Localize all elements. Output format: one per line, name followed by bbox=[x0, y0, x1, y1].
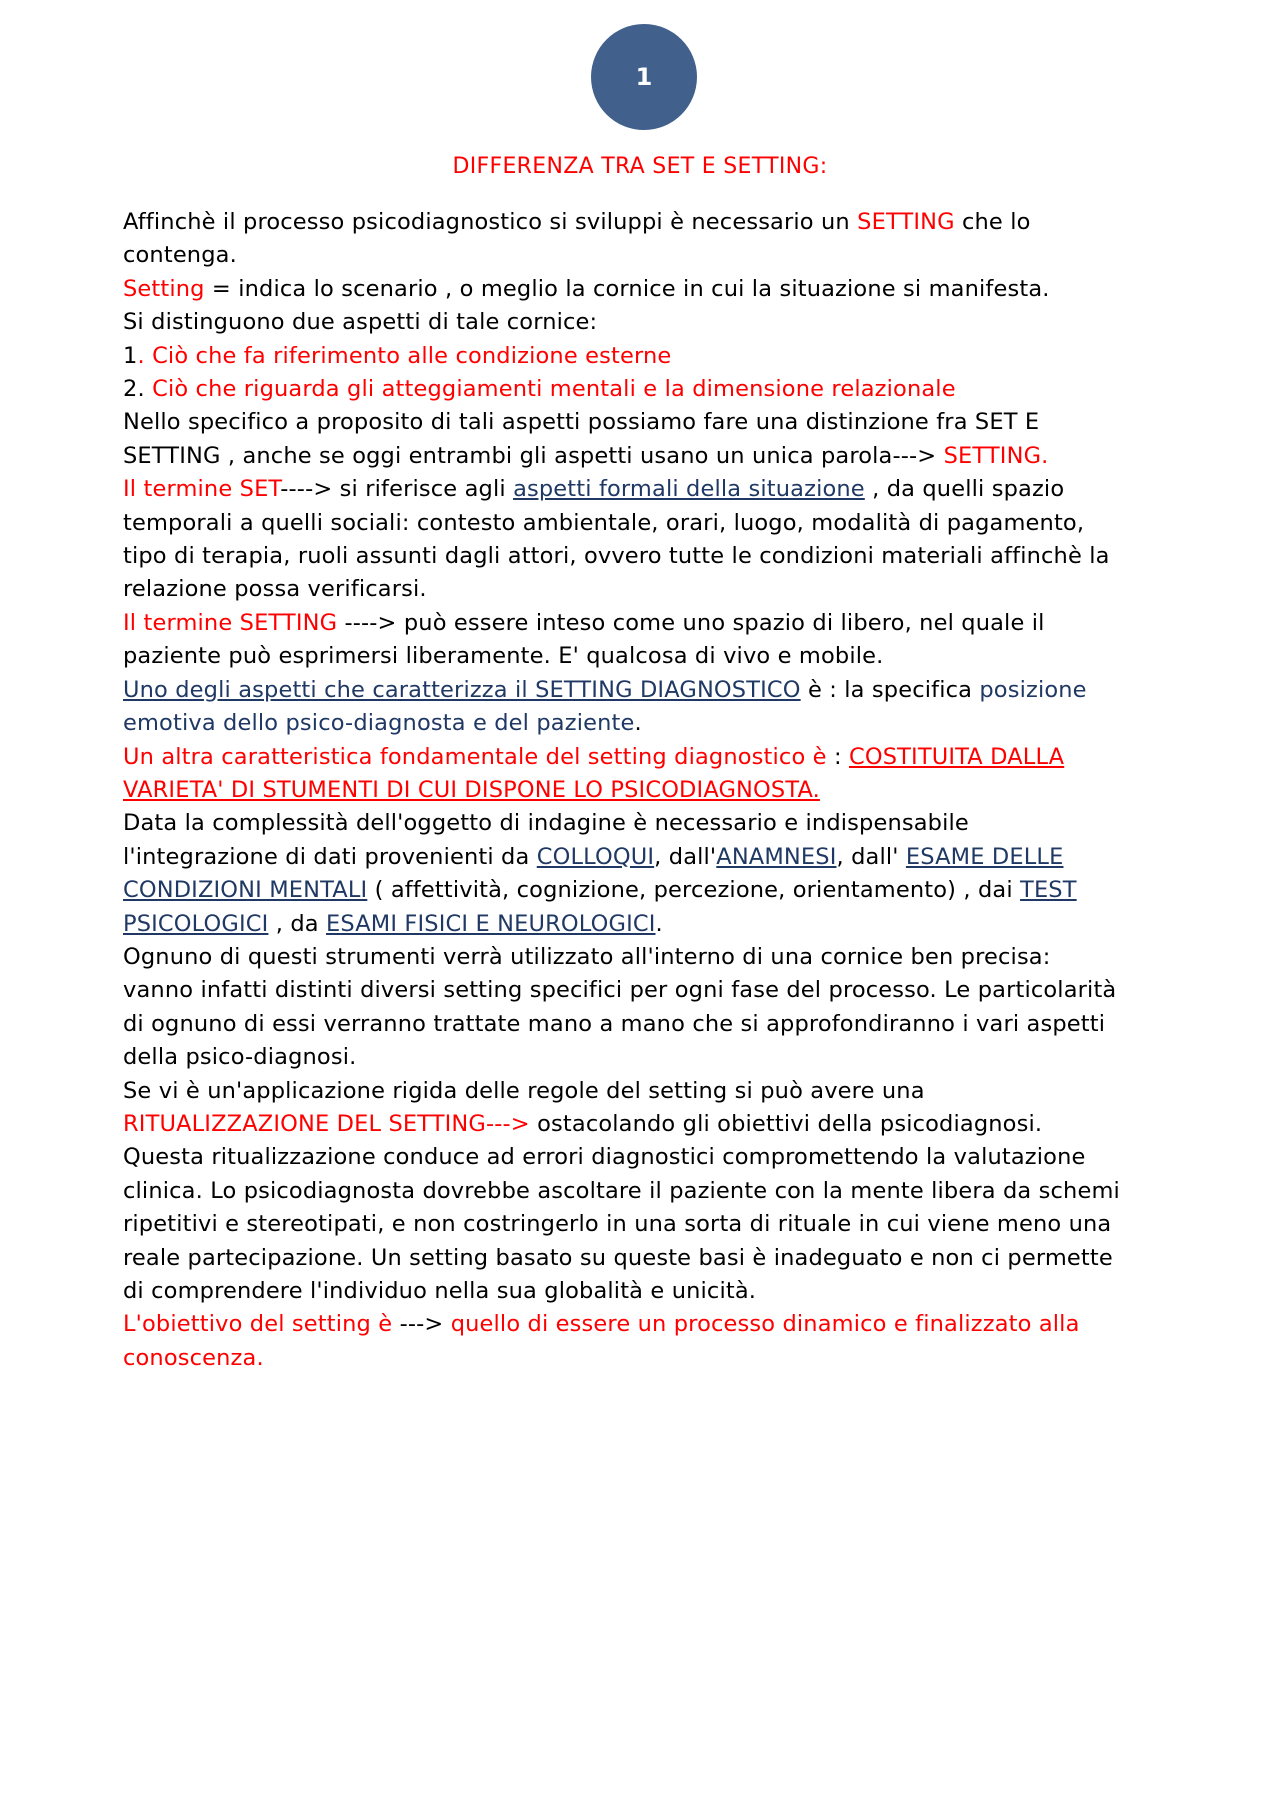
link-costituita[interactable]: COSTITUITA DALLA bbox=[849, 743, 1065, 770]
text-line: Nello specifico a proposito di tali aspetti possiamo fare una distinzione fra SET E bbox=[123, 409, 1040, 436]
text-line: emotiva dello psico-diagnosta e del paziente. bbox=[123, 710, 642, 737]
text-line: della psico-diagnosi. bbox=[123, 1044, 357, 1071]
text-line: Il termine SETTING ----> può essere inteso come uno spazio di libero, nel quale il bbox=[123, 609, 1045, 636]
text-line: Data la complessità dell'oggetto di indagine è necessario e indispensabile bbox=[123, 810, 969, 837]
document-body bbox=[123, 206, 1173, 1375]
link-varieta-strumenti[interactable]: VARIETA' DI STUMENTI DI CUI DISPONE LO PSICODIAGNOSTA. bbox=[123, 776, 820, 803]
text-line: CONDIZIONI MENTALI ( affettività, cognizione, percezione, orientamento) , dai TEST bbox=[123, 877, 1077, 904]
text-line: SETTING , anche se oggi entrambi gli aspetti usano un unica parola---> SETTING. bbox=[123, 442, 1049, 469]
text-line: tipo di terapia, ruoli assunti dagli attori, ovvero tutte le condizioni materiali affinchè la bbox=[123, 543, 1110, 570]
link-aspetti-formali[interactable]: aspetti formali della situazione bbox=[513, 476, 865, 503]
text-line: RITUALIZZAZIONE DEL SETTING---> ostacolando gli obiettivi della psicodiagnosi. bbox=[123, 1110, 1043, 1137]
text-line: Un altra caratteristica fondamentale del setting diagnostico è : COSTITUITA DALLA bbox=[123, 743, 1065, 770]
text-line: contenga. bbox=[123, 242, 237, 269]
text-line: temporali a quelli sociali: contesto ambientale, orari, luogo, modalità di pagamento, bbox=[123, 509, 1085, 536]
text-line: l'integrazione di dati provenienti da COLLOQUI, dall'ANAMNESI, dall' ESAME DELLE bbox=[123, 843, 1064, 870]
page-number-badge: 1 bbox=[591, 24, 697, 130]
text-line: Si distinguono due aspetti di tale cornice: bbox=[123, 309, 598, 336]
text-line: di ognuno di essi verranno trattate mano a mano che si approfondiranno i vari aspetti bbox=[123, 1010, 1106, 1037]
link-colloqui[interactable]: COLLOQUI bbox=[536, 843, 655, 870]
list-item: 2. Ciò che riguarda gli atteggiamenti mentali e la dimensione relazionale bbox=[123, 376, 956, 403]
link-psicologici[interactable]: PSICOLOGICI bbox=[123, 910, 269, 937]
text-line: Questa ritualizzazione conduce ad errori diagnostici compromettendo la valutazione bbox=[123, 1144, 1086, 1171]
text-line: L'obiettivo del setting è ---> quello di essere un processo dinamico e finalizzato alla bbox=[123, 1311, 1080, 1338]
text-line: Il termine SET----> si riferisce agli aspetti formali della situazione , da quelli spazio bbox=[123, 476, 1065, 503]
text-line: Se vi è un'applicazione rigida delle regole del setting si può avere una bbox=[123, 1077, 925, 1104]
text-line: Ognuno di questi strumenti verrà utilizzato all'interno di una cornice ben precisa: bbox=[123, 943, 1051, 970]
text-line: reale partecipazione. Un setting basato su queste basi è inadeguato e non ci permette bbox=[123, 1244, 1113, 1271]
text-line: relazione possa verificarsi. bbox=[123, 576, 427, 603]
list-item: 1. Ciò che fa riferimento alle condizione esterne bbox=[123, 342, 672, 369]
text-line bbox=[123, 774, 1173, 807]
text-line: paziente può esprimersi liberamente. E' qualcosa di vivo e mobile. bbox=[123, 643, 884, 670]
text-line: Uno degli aspetti che caratterizza il SETTING DIAGNOSTICO è : la specifica posizione bbox=[123, 676, 1087, 703]
text-line: conoscenza. bbox=[123, 1344, 264, 1371]
text-line: Affinchè il processo psicodiagnostico si sviluppi è necessario un SETTING che lo bbox=[123, 209, 1031, 235]
link-esame-condizioni[interactable]: ESAME DELLE bbox=[905, 843, 1064, 870]
page-title: DIFFERENZA TRA SET E SETTING: bbox=[452, 154, 828, 179]
link-setting-diagnostico[interactable]: Uno degli aspetti che caratterizza il SETTING DIAGNOSTICO bbox=[123, 676, 801, 703]
text-line: Setting = indica lo scenario , o meglio la cornice in cui la situazione si manifesta. bbox=[123, 275, 1050, 302]
link-test[interactable]: TEST bbox=[1020, 877, 1077, 904]
link-anamnesi[interactable]: ANAMNESI bbox=[716, 843, 837, 870]
link-esami-fisici[interactable]: ESAMI FISICI E NEUROLOGICI bbox=[326, 910, 656, 937]
text-line: PSICOLOGICI , da ESAMI FISICI E NEUROLOGICI. bbox=[123, 910, 663, 937]
text-line: vanno infatti distinti diversi setting specifici per ogni fase del processo. Le particolarità bbox=[123, 977, 1117, 1004]
text-line: clinica. Lo psicodiagnosta dovrebbe ascoltare il paziente con la mente libera da schemi bbox=[123, 1177, 1120, 1204]
text-line: di comprendere l'individuo nella sua globalità e unicità. bbox=[123, 1278, 757, 1304]
text-line: ripetitivi e stereotipati, e non costringerlo in una sorta di rituale in cui viene meno una bbox=[123, 1211, 1112, 1238]
link-condizioni-mentali[interactable]: CONDIZIONI MENTALI bbox=[123, 877, 368, 904]
